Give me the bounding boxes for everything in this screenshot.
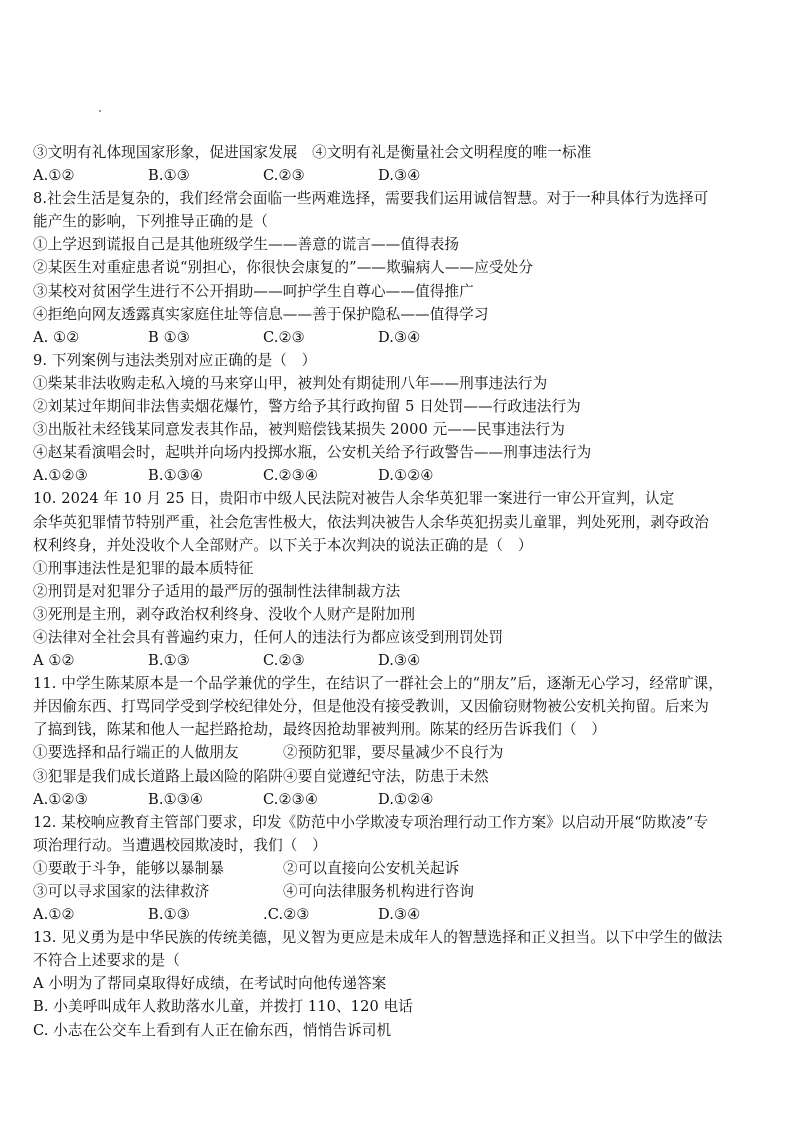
q12-items-row-2	[33, 880, 778, 903]
q10-option-b: B.①③	[148, 652, 190, 670]
q10-stem-line-3: 权利终身，并处没收个人全部财产。以下关于本次判决的说法正确的是（ ）	[33, 536, 533, 554]
q9-stem: 9. 下列案例与违法类别对应正确的是（ ）	[33, 351, 317, 369]
q8-option-c: C.②③	[263, 328, 305, 346]
q8-option-b: B ①③	[148, 328, 190, 346]
q10-stem-line-1: 10. 2024 年 10 月 25 日，贵阳市中级人民法院对被告人余华英犯罪一案进行一审公开宣判，认定	[33, 490, 675, 508]
q10-item-1: ①刑事违法性是犯罪的最本质特征	[33, 559, 254, 577]
q10-option-a: A ①②	[33, 652, 75, 670]
q12-items-row-1	[33, 857, 778, 880]
q10-option-d: D.③④	[378, 652, 421, 670]
q11-item-4: ④要自觉遵纪守法，防患于未然	[283, 767, 489, 785]
q12-item-4: ④可向法律服务机构进行咨询	[283, 883, 475, 900]
exam-content	[33, 141, 778, 1042]
q10-item-2: ②刑罚是对犯罪分子适用的最严厉的强制性法律制裁方法	[33, 582, 401, 600]
q12-option-d: D.③④	[378, 906, 421, 924]
q8-item-2: ②某医生对重症患者说“别担心，你很快会康复的”——欺骗病人——应受处分	[33, 259, 534, 277]
q7-item-3-4: ③文明有礼体现国家形象，促进国家发展 ④文明有礼是衡量社会文明程度的唯一标准	[33, 144, 592, 161]
q11-items-row-2	[33, 765, 778, 788]
q7-option-c: C.②③	[263, 167, 305, 185]
q9-item-4: ④赵某看演唱会时，起哄并向场内投掷水瓶，公安机关给予行政警告——刑事违法行为	[33, 444, 592, 462]
q9-option-b: B.①③④	[148, 467, 204, 485]
q13-choice-b: B. 小美呼叫成年人救助落水儿童，并拨打 110、120 电话	[33, 998, 413, 1016]
q12-option-b: B.①③	[148, 906, 190, 924]
q11-items-row-1	[33, 741, 778, 764]
q12-stem-line-1: 12. 某校响应教育主管部门要求，印发《防范中小学欺凌专项治理行动工作方案》以启动开展“防欺凌”专	[33, 813, 709, 831]
q7-options	[33, 164, 778, 187]
q10-item-3: ③死刑是主刑，剥夺政治权利终身、没收个人财产是附加刑	[33, 605, 416, 623]
q8-options	[33, 326, 778, 349]
q11-item-1: ①要选择和品行端正的人做朋友	[33, 744, 239, 762]
q13-choice-c: C. 小志在公交车上看到有人正在偷东西，悄悄告诉司机	[33, 1021, 392, 1039]
q8-stem-line-1: 8.社会生活是复杂的，我们经常会面临一些两难选择，需要我们运用诚信智慧。对于一种具体行为选择可	[33, 190, 709, 208]
q8-option-a: A. ①②	[33, 328, 80, 346]
q9-option-a: A.①②③	[33, 467, 88, 485]
q7-option-a: A.①②	[33, 167, 75, 185]
scan-speck	[99, 110, 101, 112]
q12-option-c: .C.②③	[263, 906, 310, 924]
q11-option-a: A.①②③	[33, 790, 88, 808]
q12-item-2: ②可以直接向公安机关起诉	[283, 859, 460, 877]
q8-item-1: ①上学迟到谎报自己是其他班级学生——善意的谎言——值得表扬	[33, 236, 460, 254]
q7-option-d: D.③④	[378, 167, 421, 185]
q12-options	[33, 903, 778, 926]
q12-option-a: A.①②	[33, 906, 75, 924]
q9-option-c: C.②③④	[263, 467, 319, 485]
q11-item-3: ③犯罪是我们成长道路上最凶险的陷阱	[33, 767, 283, 785]
q8-stem-line-2: 能产生的影响，下列推导正确的是（	[33, 213, 269, 231]
q10-options	[33, 649, 778, 672]
q9-item-1: ①柴某非法收购走私入境的马来穿山甲，被判处有期徒刑八年——刑事违法行为	[33, 374, 548, 392]
q12-stem-line-2: 项治理行动。当遭遇校园欺凌时，我们（ ）	[33, 836, 327, 854]
q13-stem-line-1: 13. 见义勇为是中华民族的传统美德，见义智为更应是未成年人的智慧选择和正义担当。以下中学生的做法	[33, 929, 723, 947]
q12-item-1: ①要敢于斗争，能够以暴制暴	[33, 859, 225, 877]
q12-item-3: ③可以寻求国家的法律救济	[33, 883, 210, 900]
q7-option-b: B.①③	[148, 167, 190, 185]
q11-option-b: B.①③④	[148, 790, 204, 808]
q8-item-3: ③某校对贫困学生进行不公开捐助——呵护学生自尊心——值得推广	[33, 282, 474, 300]
q11-item-2: ②预防犯罪，要尽量减少不良行为	[283, 744, 504, 762]
q9-item-2: ②刘某过年期间非法售卖烟花爆竹，警方给予其行政拘留 5 日处罚——行政违法行为	[33, 398, 581, 416]
q11-options	[33, 788, 778, 811]
q8-option-d: D.③④	[378, 328, 421, 346]
q9-option-d: D.①②④	[378, 467, 434, 485]
q11-stem-line-2: 并因偷东西、打骂同学受到学校纪律处分，但是他没有接受教训，又因偷窃财物被公安机关拘留。后来为	[33, 698, 709, 716]
q10-option-c: C.②③	[263, 652, 305, 670]
q11-option-d: D.①②④	[378, 790, 434, 808]
q9-options	[33, 464, 778, 487]
q11-stem-line-3: 了搞到钱，陈某和他人一起拦路抢劫，最终因抢劫罪被判刑。陈某的经历告诉我们（ ）	[33, 721, 607, 739]
q11-stem-line-1: 11. 中学生陈某原本是一个品学兼优的学生，在结识了一群社会上的“朋友”后，逐渐无心学习，经常旷课，	[33, 675, 723, 693]
q11-option-c: C.②③④	[263, 790, 319, 808]
q10-stem-line-2: 余华英犯罪情节特别严重，社会危害性极大，依法判决被告人余华英犯拐卖儿童罪，判处死刑，剥夺政治	[33, 513, 709, 531]
q8-item-4: ④拒绝向网友透露真实家庭住址等信息——善于保护隐私——值得学习	[33, 305, 489, 323]
q13-choice-a: A 小明为了帮同桌取得好成绩，在考试时向他传递答案	[33, 975, 387, 993]
q9-item-3: ③出版社未经钱某同意发表其作品，被判赔偿钱某损失 2000 元——民事违法行为	[33, 421, 565, 439]
q13-stem-line-2: 不符合上述要求的是（	[33, 952, 180, 970]
q10-item-4: ④法律对全社会具有普遍约束力，任何人的违法行为都应该受到刑罚处罚	[33, 628, 504, 646]
